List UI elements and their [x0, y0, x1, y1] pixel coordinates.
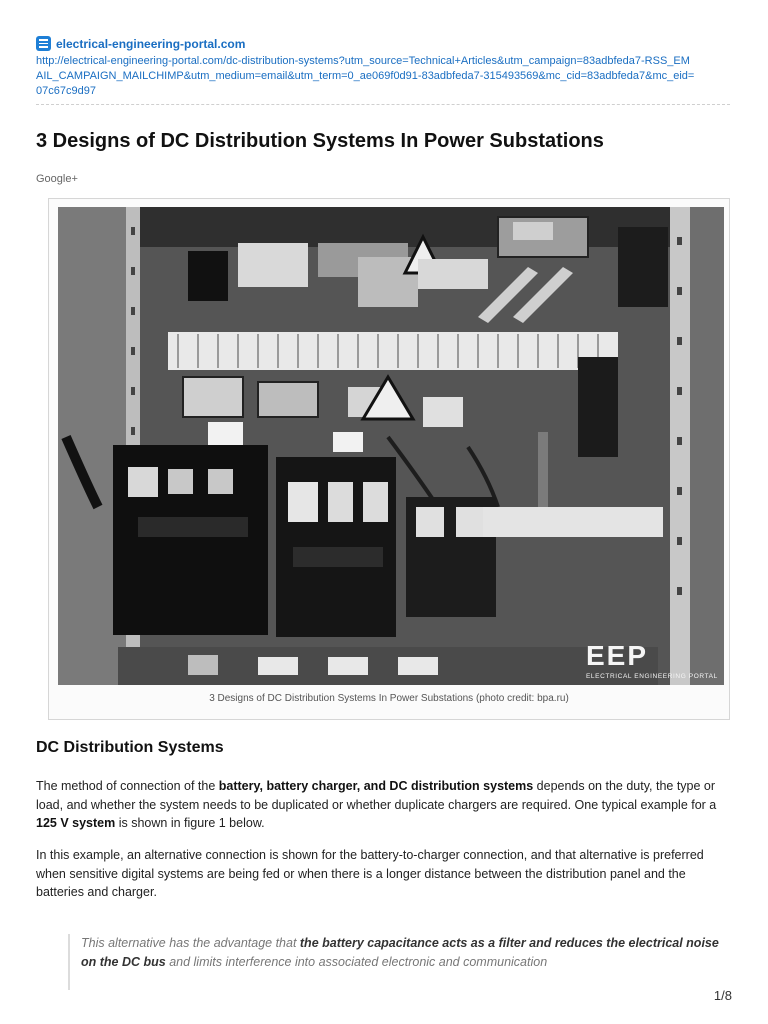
figure-caption: 3 Designs of DC Distribution Systems In Power Substations (photo credit: bpa.ru) [209, 693, 569, 704]
page-number: 1/8 [713, 988, 732, 1003]
svg-text:EEP: EEP [586, 640, 649, 671]
dc-panel-photo [58, 207, 724, 685]
divider [36, 104, 730, 105]
google-plus-share-link[interactable]: Google+ [36, 173, 78, 185]
source-header [36, 36, 736, 99]
source-url-link[interactable]: http://electrical-engineering-portal.com/dc-distribution-systems?utm_source=Technical+Articles&utm_campaign=83adbfeda7-RSS_EMAIL_CAMPAIGN_MAILCHIMP&utm_medium=email&utm_term=0_ae069f0d91-83adbfeda7-315493569&mc_cid=83adbfeda7&mc_eid=07c67c9d97 [36, 55, 695, 97]
dc-panel-photo-illustration [58, 207, 724, 685]
document-list-icon [36, 36, 51, 51]
article-figure [48, 198, 730, 720]
source-site[interactable] [36, 36, 736, 51]
article-title: 3 Designs of DC Distribution Systems In Power Substations [36, 130, 604, 152]
paragraph-2: In this example, an alternative connection is shown for the battery-to-charger connection, and that alternative is preferred when sensitive digital systems are being fed or when there is a longer distance between the distribution panel and the batteries and charger. [36, 848, 704, 899]
paragraph-1: The method of connection of the battery, battery charger, and DC distribution systems depends on the duty, the type or load, and whether the system needs to be duplicated or whether duplicate chargers are required. One typical example for a 125 V system is shown in figure 1 below. [36, 779, 717, 830]
section-heading: DC Distribution Systems [36, 739, 224, 756]
site-name[interactable]: electrical-engineering-portal.com [56, 36, 246, 51]
pull-quote: This alternative has the advantage that the battery capacitance acts as a filter and reduces the electrical noise on the DC bus and limits interference into associated electronic and communication [68, 934, 721, 990]
svg-text:ELECTRICAL ENGINEERING PORTAL: ELECTRICAL ENGINEERING PORTAL [586, 673, 718, 680]
